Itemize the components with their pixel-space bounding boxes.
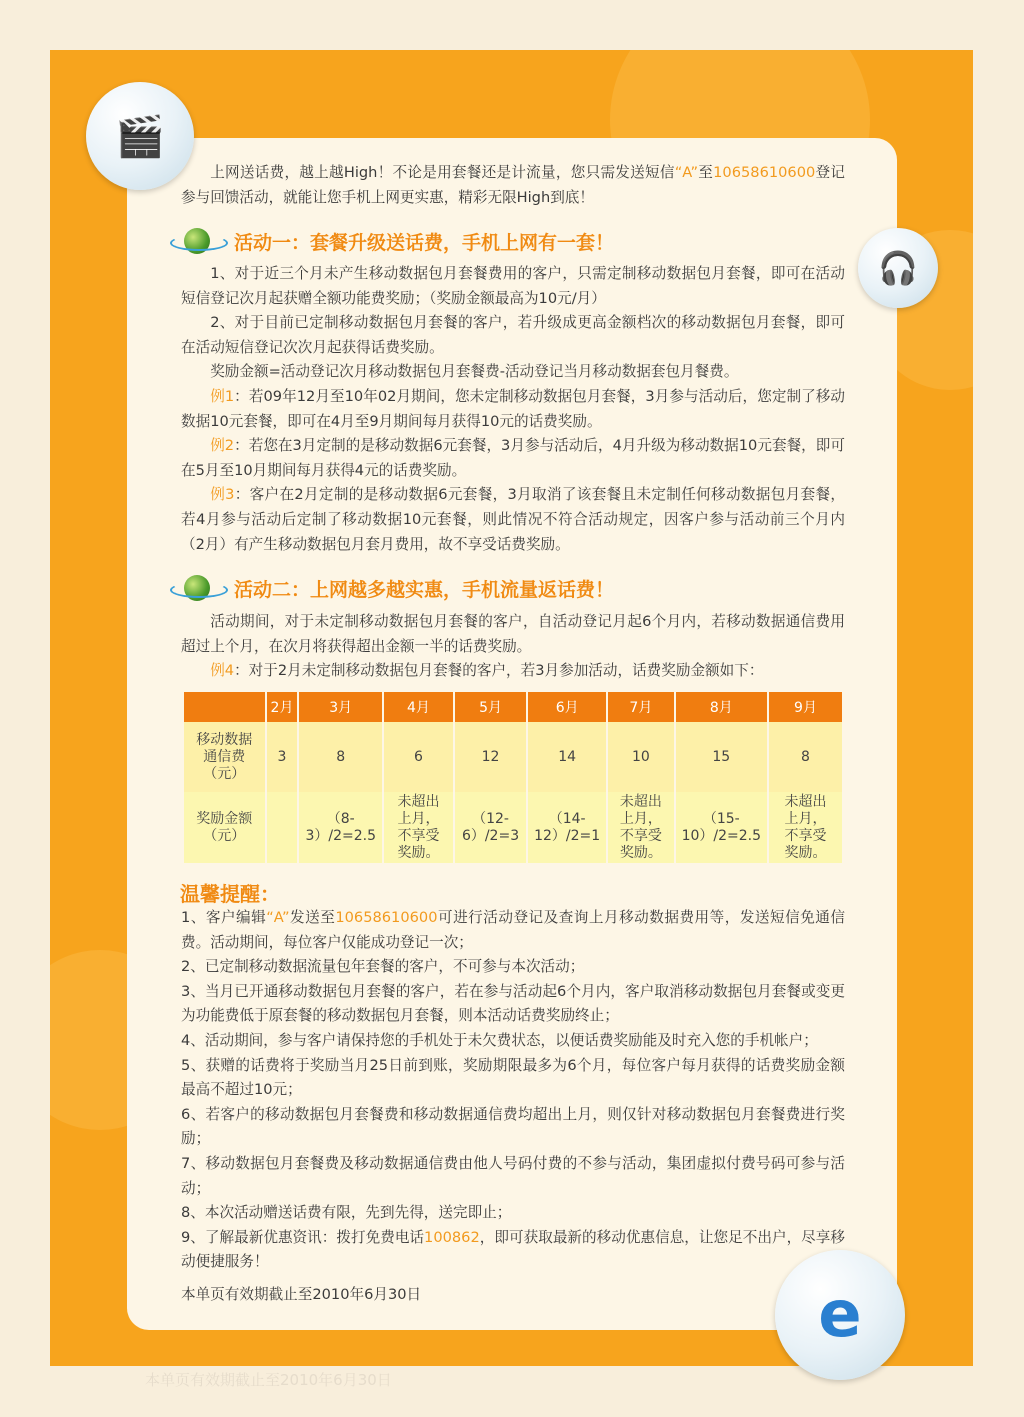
globe-icon — [170, 226, 226, 256]
reminder-item: 6、若客户的移动数据包月套餐费和移动数据通信费均超出上月，则仅针对移动数据包月套餐费进行奖励； — [181, 1105, 845, 1148]
example-4: 例4：对于2月未定制移动数据包月套餐的客户，若3月参加活动，话费奖励金额如下： — [210, 662, 764, 680]
table-header: 2月 — [267, 692, 298, 722]
clapperboard-icon: 🎬 — [86, 82, 194, 190]
table-header — [184, 692, 265, 722]
reminder-item: 5、获赠的话费将于奖励当月25日前到账，奖励期限最多为6个月，每位客户每月获得的话费奖励金额最高不超过10元； — [181, 1056, 845, 1099]
example-2: 例2：若您在3月定制的是移动数据6元套餐，3月参与活动后，4月升级为移动数据10元套餐，即可在5月至10月期间每月获得4元的话费奖励。 — [181, 437, 845, 479]
example-3: 例3：客户在2月定制的是移动数据6元套餐，3月取消了该套餐且未定制任何移动数据包月套餐，若4月参与活动后定制了移动数据10元套餐，则此情况不符合活动规定，因客户参与活动前三个月内（2月）有产生移动数据包月套月费用，故不享受话费奖励。 — [181, 486, 845, 553]
activity1-title: 活动一：套餐升级送话费，手机上网有一套！ — [234, 231, 615, 254]
table-header-row — [184, 692, 842, 722]
reminder-heading: 温馨提醒： — [180, 882, 280, 906]
reminder-item: 7、移动数据包月套餐费及移动数据通信费由他人号码付费的不参与活动，集团虚拟付费号码可参与活动； — [181, 1154, 845, 1197]
table-header: 7月 — [608, 692, 673, 722]
table-cell: （15-10）/2=2.5 — [676, 792, 767, 863]
table-header: 3月 — [299, 692, 382, 722]
table-header: 6月 — [528, 692, 606, 722]
activity1-body — [181, 262, 845, 557]
table-header: 9月 — [769, 692, 842, 722]
activity1-item: 2、对于目前已定制移动数据包月套餐的客户，若升级成更高金额档次的移动数据包月套餐，即可在活动短信登记次次月起获得话费奖励。 — [181, 314, 845, 356]
activity1-item: 1、对于近三个月未产生移动数据包月套餐费用的客户，只需定制移动数据包月套餐，即可在活动短信登记次月起获赠全额功能费奖励；（奖励金额最高为10元/月） — [181, 265, 845, 307]
table-cell: 未超出上月，不享受奖励。 — [769, 792, 842, 863]
table-row — [184, 722, 842, 792]
music-headphones-icon: 🎧 — [858, 228, 938, 308]
row-label: 移动数据通信费（元） — [184, 722, 265, 792]
table-cell: 3 — [267, 722, 298, 792]
activity2-title: 活动二：上网越多越实惠，手机流量返话费！ — [234, 578, 615, 601]
globe-icon — [170, 573, 226, 603]
validity-note: 本单页有效期截止至2010年6月30日 — [181, 1286, 422, 1303]
table-header: 8月 — [676, 692, 767, 722]
table-cell: 15 — [676, 722, 767, 792]
reminder-list — [181, 906, 845, 1275]
table-cell — [267, 792, 298, 863]
validity-reflection: 本单页有效期截止至2010年6月30日 — [145, 1371, 392, 1389]
table-cell: 14 — [528, 722, 606, 792]
activity2-body — [181, 610, 845, 684]
table-cell: 12 — [455, 722, 526, 792]
row-label: 奖励金额（元） — [184, 792, 265, 863]
intro-paragraph: 上网送话费，越上越High！不论是用套餐还是计流量，您只需发送短信“A”至10658610600登记参与回馈活动，就能让您手机上网更实惠，精彩无限High到底！ — [181, 164, 845, 206]
table-header: 4月 — [384, 692, 453, 722]
reminder-item: 1、客户编辑“A”发送至10658610600可进行活动登记及查询上月移动数据费用等，发送短信免通信费。活动期间，每位客户仅能成功登记一次； — [181, 909, 845, 951]
table-cell: 6 — [384, 722, 453, 792]
table-cell: （14-12）/2=1 — [528, 792, 606, 863]
activity1-heading — [170, 225, 614, 257]
table-row — [184, 792, 842, 863]
reminder-item: 9、了解最新优惠资讯：拨打免费电话100862，即可获取最新的移动优惠信息，让您足不出户，尽享移动便捷服务！ — [181, 1228, 845, 1271]
reward-table — [182, 692, 844, 863]
table-cell: 8 — [769, 722, 842, 792]
table-cell: 未超出上月，不享受奖励。 — [608, 792, 673, 863]
table-cell: 10 — [608, 722, 673, 792]
table-cell: 8 — [299, 722, 382, 792]
example-1: 例1：若09年12月至10年02月期间，您未定制移动数据包月套餐，3月参与活动后，您定制了移动数据10元套餐，即可在4月至9月期间每月获得10元的话费奖励。 — [181, 387, 845, 430]
table-cell: 未超出上月，不享受奖励。 — [384, 792, 453, 863]
activity1-formula: 奖励金额=活动登记次月移动数据包月套餐费-活动登记当月移动数据套包月餐费。 — [210, 363, 739, 381]
activity2-heading — [170, 572, 614, 604]
reminder-item: 8、本次活动赠送话费有限，先到先得，送完即止； — [181, 1204, 512, 1222]
activity2-paragraph: 活动期间，对于未定制移动数据包月套餐的客户，自活动登记月起6个月内，若移动数据通信费用超过上个月，在次月将获得超出金额一半的话费奖励。 — [181, 613, 845, 655]
table-cell: （12-6）/2=3 — [455, 792, 526, 863]
table-cell: （8-3）/2=2.5 — [299, 792, 382, 863]
reminder-item: 2、已定制移动数据流量包年套餐的客户，不可参与本次活动； — [181, 958, 585, 976]
reminder-item: 4、活动期间，参与客户请保持您的手机处于未欠费状态，以便话费奖励能及时充入您的手机帐户； — [181, 1031, 818, 1049]
table-header: 5月 — [455, 692, 526, 722]
reminder-item: 3、当月已开通移动数据包月套餐的客户，若在参与活动起6个月内，客户取消移动数据包月套餐或变更为功能费低于原套餐的移动数据包月套餐，则本活动话费奖励终止； — [181, 982, 845, 1025]
browser-e-icon: e — [775, 1250, 905, 1380]
